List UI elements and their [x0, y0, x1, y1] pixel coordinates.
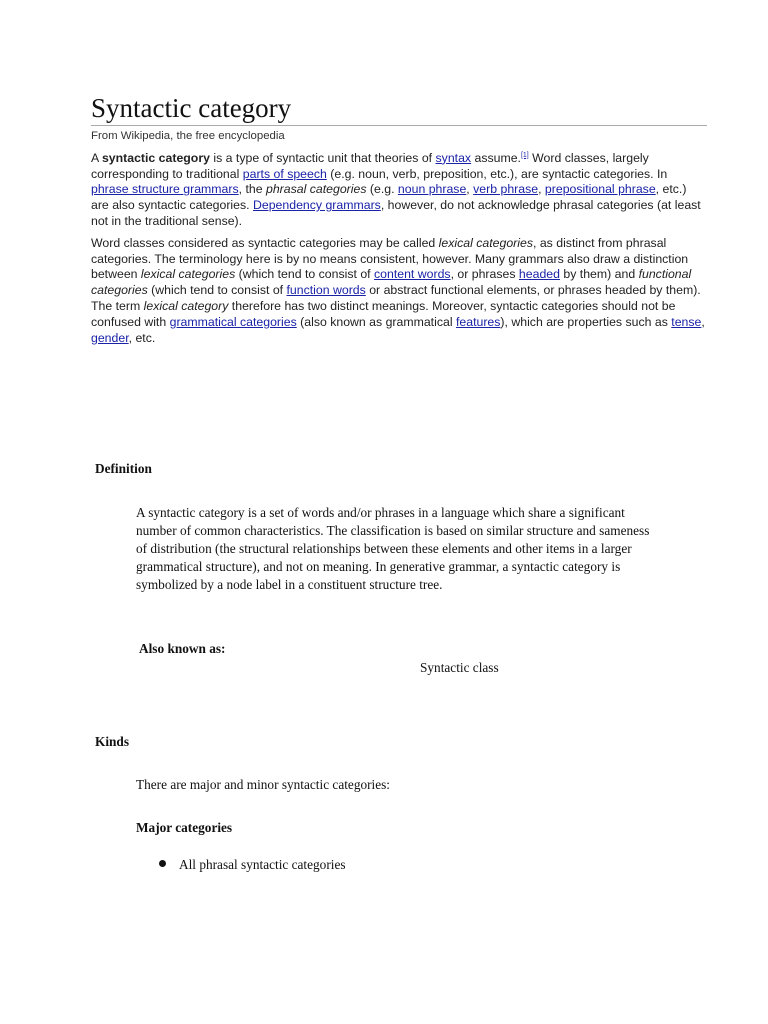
link-function-words[interactable]: function words — [286, 283, 366, 298]
intro-paragraph — [91, 151, 707, 230]
link-phrase-structure-grammars[interactable]: phrase structure grammars — [91, 182, 239, 197]
text: (e.g. — [366, 182, 398, 197]
text: , or phrases — [450, 267, 519, 282]
link-gender[interactable]: gender — [91, 330, 129, 345]
link-prepositional-phrase[interactable]: prepositional phrase — [544, 182, 656, 197]
link-syntax[interactable]: syntax — [435, 150, 472, 165]
italic-term: phrasal categories — [265, 182, 367, 197]
link-tense[interactable]: tense — [671, 314, 702, 329]
text: (which tend to consist of — [147, 283, 287, 298]
text: or abstract functional elements, or phrases headed by them). The term — [91, 283, 701, 313]
wikipedia-excerpt — [91, 92, 707, 352]
italic-term: lexical categories — [140, 267, 236, 282]
link-parts-of-speech[interactable]: parts of speech — [242, 166, 327, 181]
link-grammatical-categories[interactable]: grammatical categories — [169, 314, 297, 329]
second-paragraph — [91, 236, 707, 347]
also-known-as-label: Also known as: — [139, 641, 226, 656]
text: , etc. — [128, 330, 156, 345]
text: , as distinct from phrasal categories. The terminology here is by no means consistent, however. Many grammars also draw a distinction between — [91, 235, 689, 282]
link-noun-phrase[interactable]: noun phrase — [397, 182, 467, 197]
text: , however, do not acknowledge phrasal categories (at least not in the traditional sense). — [91, 198, 701, 228]
kinds-intro: There are major and minor syntactic categories: — [136, 777, 391, 792]
bold-term: syntactic category — [101, 150, 210, 165]
kinds-heading: Kinds — [95, 734, 130, 749]
text: is a type of syntactic unit that theories of — [209, 150, 436, 165]
list-item — [159, 857, 346, 873]
text: , etc.) are also syntactic categories. — [91, 182, 687, 213]
definition-heading: Definition — [95, 461, 152, 476]
major-categories-heading: Major categories — [136, 820, 233, 835]
italic-term: lexical category — [143, 298, 229, 313]
text: (also known as grammatical — [296, 314, 456, 329]
text: assume. — [471, 150, 521, 165]
bullet-icon — [159, 860, 166, 867]
article-title: Syntactic category — [91, 92, 707, 126]
italic-term: functional categories — [91, 267, 692, 298]
text: ), which are properties such as — [500, 314, 672, 329]
link-content-words[interactable]: content words — [374, 267, 451, 282]
text: by them) and — [559, 267, 639, 282]
article-subtitle: From Wikipedia, the free encyclopedia — [91, 130, 285, 142]
reference-link[interactable]: [1] — [520, 151, 529, 159]
text: Word classes considered as syntactic categories may be called — [91, 235, 439, 250]
text: (e.g. noun, verb, preposition, etc.), are syntactic categories. In — [326, 166, 668, 181]
text: (which tend to consist of — [235, 267, 374, 282]
link-features[interactable]: features — [455, 314, 501, 329]
text: , — [466, 182, 474, 197]
link-verb-phrase[interactable]: verb phrase — [473, 182, 539, 197]
text: , the — [238, 182, 266, 197]
text: Word classes, largely corresponding to traditional — [91, 150, 649, 181]
text: A — [91, 150, 102, 165]
text: , — [701, 314, 705, 329]
link-dependency-grammars[interactable]: Dependency grammars — [253, 198, 381, 213]
list-item-text: All phrasal syntactic categories — [179, 857, 346, 872]
also-known-as-value: Syntactic class — [420, 660, 499, 675]
text: , — [538, 182, 545, 197]
text: therefore has two distinct meanings. Moreover, syntactic categories should not be confused with — [91, 298, 676, 329]
definition-text: A syntactic category is a set of words and/or phrases in a language which share a significant number of common characteristics. The classification is based on similar structure and sameness of distribution (the structural relationships between these elements and other items in a larger grammatical structure), and not on meaning. In generative grammar, a syntactic category is symbolized by a node label in a constituent structure tree. — [136, 505, 650, 592]
italic-term: lexical categories — [438, 235, 533, 250]
link-headed[interactable]: headed — [518, 267, 560, 282]
